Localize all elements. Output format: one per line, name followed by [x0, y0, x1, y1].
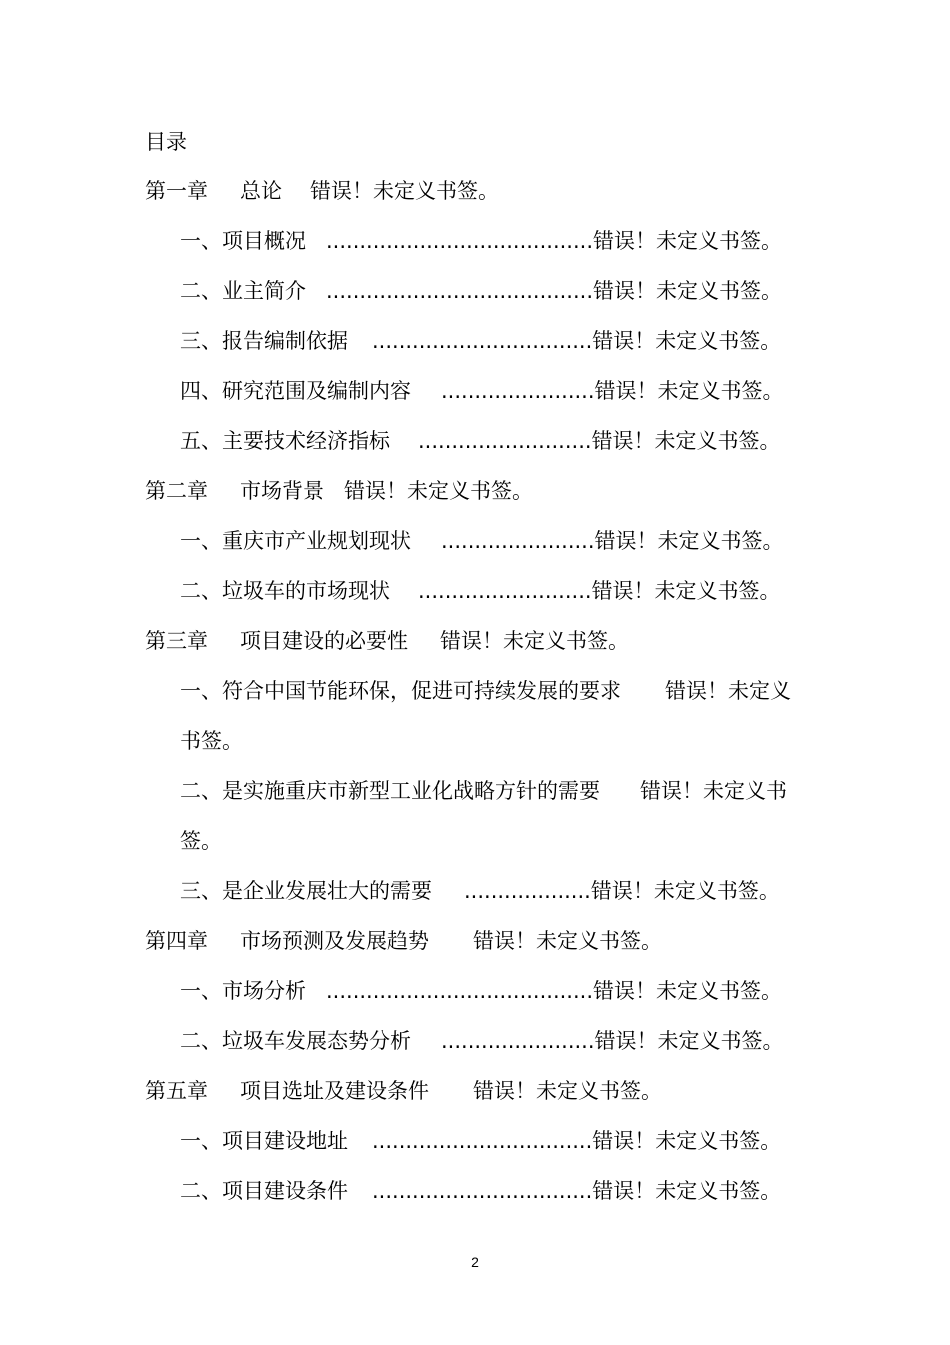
toc-title: 目录	[145, 130, 187, 154]
toc-section[interactable]	[180, 578, 781, 604]
section-title: 一、市场分析	[180, 979, 306, 1003]
toc-section[interactable]	[180, 228, 782, 254]
bookmark-error: 错误！未定义	[665, 679, 791, 703]
leader-dots: ........................................	[326, 979, 594, 1003]
bookmark-error: 错误！未定义书签。	[592, 1179, 782, 1203]
toc-chapter[interactable]	[145, 628, 629, 654]
bookmark-error: 错误！未定义书签。	[591, 579, 781, 603]
bookmark-error: 错误！未定义书	[640, 779, 787, 803]
chapter-title: 总论	[240, 179, 282, 203]
toc-chapter[interactable]	[145, 178, 499, 204]
leader-dots: .................................	[372, 329, 593, 353]
section-title: 二、垃圾车发展态势分析	[180, 1029, 411, 1053]
section-title: 二、垃圾车的市场现状	[180, 579, 390, 603]
bookmark-error: 错误！未定义书签。	[594, 379, 784, 403]
chapter-title: 项目选址及建设条件	[240, 1079, 429, 1103]
bookmark-error: 错误！未定义书签。	[440, 629, 629, 653]
toc-section[interactable]	[180, 678, 791, 704]
section-title: 一、项目概况	[180, 229, 306, 253]
toc-section[interactable]	[180, 1128, 781, 1154]
section-title: 一、重庆市产业规划现状	[180, 529, 411, 553]
chapter-number: 第四章	[145, 929, 208, 953]
chapter-title: 市场背景	[240, 479, 324, 503]
section-title: 三、是企业发展壮大的需要	[180, 879, 432, 903]
bookmark-error: 错误！未定义书签。	[593, 229, 783, 253]
bookmark-error: 错误！未定义书签。	[591, 429, 781, 453]
bookmark-error: 错误！未定义书签。	[592, 329, 782, 353]
toc-section[interactable]	[180, 328, 781, 354]
section-title: 五、主要技术经济指标	[180, 429, 390, 453]
bookmark-error: 错误！未定义书签。	[594, 529, 784, 553]
leader-dots: ..........................	[418, 579, 592, 603]
leader-dots: ..........................	[418, 429, 592, 453]
leader-dots: .......................	[441, 529, 595, 553]
toc-section[interactable]	[180, 1178, 781, 1204]
toc-section[interactable]	[180, 878, 780, 904]
section-title: 二、项目建设条件	[180, 1179, 348, 1203]
bookmark-error: 错误！未定义书签。	[590, 879, 780, 903]
chapter-number: 第五章	[145, 1079, 208, 1103]
bookmark-error: 错误！未定义书签。	[473, 1079, 662, 1103]
bookmark-error: 错误！未定义书签。	[594, 1029, 784, 1053]
bookmark-error: 错误！未定义书签。	[593, 279, 783, 303]
chapter-title: 项目建设的必要性	[240, 629, 408, 653]
chapter-title: 市场预测及发展趋势	[240, 929, 429, 953]
toc-section[interactable]	[180, 428, 781, 454]
bookmark-error: 错误！未定义书签。	[473, 929, 662, 953]
leader-dots: .......................	[441, 1029, 595, 1053]
page-number: 2	[471, 1254, 479, 1270]
toc-section[interactable]	[180, 278, 782, 304]
section-title: 二、是实施重庆市新型工业化战略方针的需要	[180, 779, 600, 803]
toc-chapter[interactable]	[145, 928, 662, 954]
leader-dots: ........................................	[326, 279, 594, 303]
toc-chapter[interactable]	[145, 478, 533, 504]
toc-chapter[interactable]	[145, 1078, 662, 1104]
section-title: 三、报告编制依据	[180, 329, 348, 353]
leader-dots: .......................	[441, 379, 595, 403]
leader-dots: .................................	[372, 1179, 593, 1203]
bookmark-error: 错误！未定义书签。	[344, 479, 533, 503]
toc-section-continued[interactable]: 签。	[180, 829, 222, 853]
leader-dots: .................................	[372, 1129, 593, 1153]
leader-dots: ...................	[464, 879, 591, 903]
toc-section[interactable]	[180, 378, 784, 404]
toc-section[interactable]	[180, 1028, 784, 1054]
section-title: 四、研究范围及编制内容	[180, 379, 411, 403]
toc-section[interactable]	[180, 528, 784, 554]
bookmark-error: 错误！未定义书签。	[592, 1129, 782, 1153]
toc-section[interactable]	[180, 978, 782, 1004]
leader-dots: ........................................	[326, 229, 594, 253]
bookmark-error: 错误！未定义书签。	[593, 979, 783, 1003]
chapter-number: 第一章	[145, 179, 208, 203]
section-title: 一、项目建设地址	[180, 1129, 348, 1153]
toc-section[interactable]	[180, 778, 787, 804]
chapter-number: 第二章	[145, 479, 208, 503]
chapter-number: 第三章	[145, 629, 208, 653]
bookmark-error: 错误！未定义书签。	[310, 179, 499, 203]
section-title: 二、业主简介	[180, 279, 306, 303]
toc-section-continued[interactable]: 书签。	[180, 729, 243, 753]
section-title: 一、符合中国节能环保，促进可持续发展的要求	[180, 679, 621, 703]
